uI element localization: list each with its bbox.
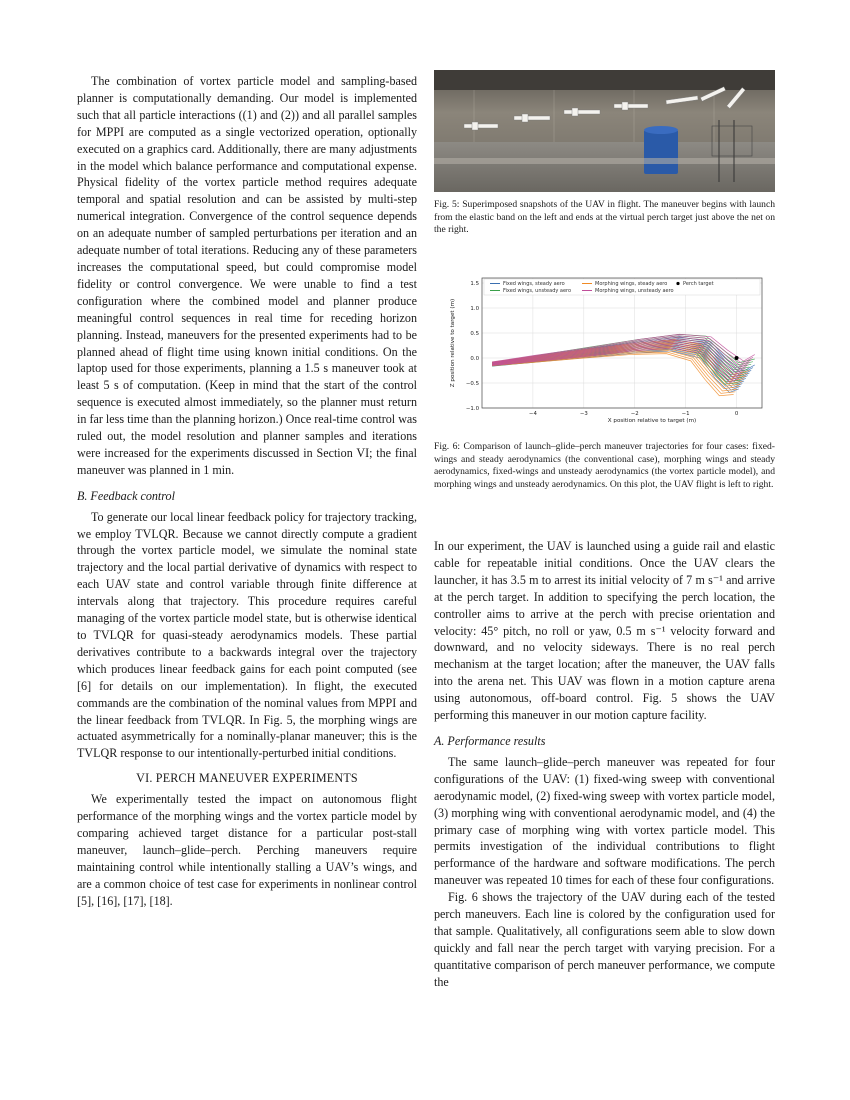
paragraph: Fig. 6 shows the trajectory of the UAV during each of the tested perch maneuvers. Each line is colored by the configuration used for that sample. Qualitatively, all configurations seem able to slow down quickly and fall near the perch target with varying precision. For a quantitative comparison of perch maneuver performance, we compute the	[434, 890, 775, 989]
paragraph: We experimentally tested the impact on autonomous flight performance of the morphing wings and the vortex particle model by comparing achieved target distance for a particular post-stall maneuver, launch–glide–perch. Perching maneuvers require maintaining control while intentionally stalling a UAV’s wings, and are a common choice of test case for experiments in nonlinear control [5], [16], [17], [18].	[77, 792, 417, 908]
series-line	[492, 348, 739, 382]
x-tick-label: −1	[681, 411, 690, 417]
figure-6-caption: Fig. 6: Comparison of launch–glide–perch maneuver trajectories for four cases: fixed-wings and steady aerodynamics (the conventional case), morphing wings and steady aerodynamics, fixed-wings and unsteady aerodynamics (the vortex particle model), and morphing wings and unsteady aerodynamics. On this plot, the UAV flight is left to right.	[434, 441, 775, 490]
legend-label: Fixed wings, steady aero	[503, 281, 565, 287]
y-axis-label: Z position relative to target (m)	[450, 298, 456, 388]
x-tick-label: −3	[579, 411, 588, 417]
left-column	[77, 73, 417, 910]
x-tick-label: −2	[630, 411, 639, 417]
legend-label: Morphing wings, steady aero	[595, 281, 668, 287]
x-tick-label: −4	[528, 411, 537, 417]
y-tick-label: 0.0	[470, 356, 479, 362]
series-layer	[492, 334, 755, 396]
uav-flight-photo	[434, 70, 775, 192]
legend	[484, 279, 760, 295]
legend-label: Morphing wings, unsteady aero	[595, 288, 674, 294]
perch-target-marker	[735, 356, 739, 360]
y-tick-label: 1.0	[470, 306, 479, 312]
section-heading: VI. PERCH MANEUVER EXPERIMENTS	[136, 771, 358, 786]
y-tick-label: 0.5	[470, 331, 479, 337]
subsection-heading: B. Feedback control	[77, 488, 175, 503]
figure-5-caption: Fig. 5: Superimposed snapshots of the UAV in flight. The maneuver begins with launch from the elastic band on the left and ends at the virtual perch target just above the net on the right.	[434, 199, 775, 236]
y-tick-label: −0.5	[465, 381, 479, 387]
legend-label: Perch target	[683, 281, 714, 287]
trajectory-chart	[444, 266, 774, 438]
paragraph: The combination of vortex particle model and sampling-based planner is computationally demanding. Our model is implemented such that all particle interactions ((1) and (2)) and all parallel samples for MPPI are computed as a single vectorized operation, optionally executed on a graphics card. Additionally, there are many adjustments in the model which balance performance and computational expense. Physical fidelity of the vortex particle method requires adequate temporal and spatial resolution and can be assisted by multi-step numerical integration. Convergence of the control sequence depends on an adequate number of sampled perturbations per iteration and an adequate number of total iterations. Reducing any of these parameters increases the computational speed, but could compromise model fidelity or control convergence. We were unable to find a test configuration where the combined model and planner produce meaningful control sequences in real time for receding horizon planning. Instead, maneuvers for the presented experiments had to be planned ahead of flight time using known initial conditions. On the laptop used for those experiments, planning a 1.5 s maneuver took at least 5 s of computation. (Keep in mind that the start of the control sequence is executed almost immediately, so the planner must return in far less time than the planning horizon.) Once real-time control was ruled out, the model resolution and planner samples and iterations were increased for the experiments discussed in Section VI; the final maneuver was planned in 1 min.	[77, 74, 417, 477]
x-axis-label: X position relative to target (m)	[607, 418, 697, 424]
paragraph: To generate our local linear feedback policy for trajectory tracking, we employ TVLQR. Because we cannot directly compute a gradient through the vortex particle model, we simulate the nominal state trajectory and the local partial derivative of dynamics with respect to each UAV state and control variable through finite difference at intervals along that trajectory. This procedure requires careful managing of the vortex particle model state, but is otherwise identical to TVLQR for quasi-steady aerodynamics models. These partial derivatives contribute to a backwards integral over the trajectory which produces linear feedback gains for each point computed (see [6] for details on our implementation). In flight, the executed commands are the combination of the nominal values from MPPI and the linear feedback from TVLQR. In Fig. 5, the morphing wings are actuated asymmetrically for a nominally-planar maneuver; this is the TVLQR response to our intentionally-perturbed initial conditions.	[77, 509, 417, 761]
paragraph: In our experiment, the UAV is launched using a guide rail and elastic cable for repeatable initial conditions. Once the UAV clears the launcher, it has 3.5 m to arrest its initial velocity of 7 m s⁻¹ and arrive at the perch target. In addition to specifying the perch location, the controller aims to arrive at the perch with precise orientation and velocity: 45° pitch, no roll or yaw, 0.5 m s⁻¹ velocity forward and downward, and no velocity sideways. There is no real perch mechanism at the target location; after the maneuver, the UAV falls into the arena net. This UAV was flown in a motion capture arena using autonomous, off-board control. Fig. 5 shows the UAV performing this maneuver in our motion capture facility.	[434, 539, 775, 723]
paragraph: The same launch–glide–perch maneuver was repeated for four configurations of the UAV: (1) fixed-wing sweep with conventional aerodynamic model, (2) fixed-wing sweep with vortex particle model, (3) morphing wing with conventional aerodynamic model, and (4) the primary case of morphing wing with vortex particle model. This permits investigation of the individual contributions to flight performance of the hardware and software modifications. The perch maneuver was repeated 10 times for each of these four configurations.	[434, 754, 775, 888]
legend-marker	[676, 282, 679, 285]
subsection-heading: A. Performance results	[434, 733, 546, 748]
legend-label: Fixed wings, unsteady aero	[503, 288, 572, 294]
y-tick-label: 1.5	[470, 281, 479, 287]
y-tick-label: −1.0	[465, 406, 479, 412]
x-tick-label: 0	[734, 411, 739, 417]
right-column	[434, 538, 775, 991]
